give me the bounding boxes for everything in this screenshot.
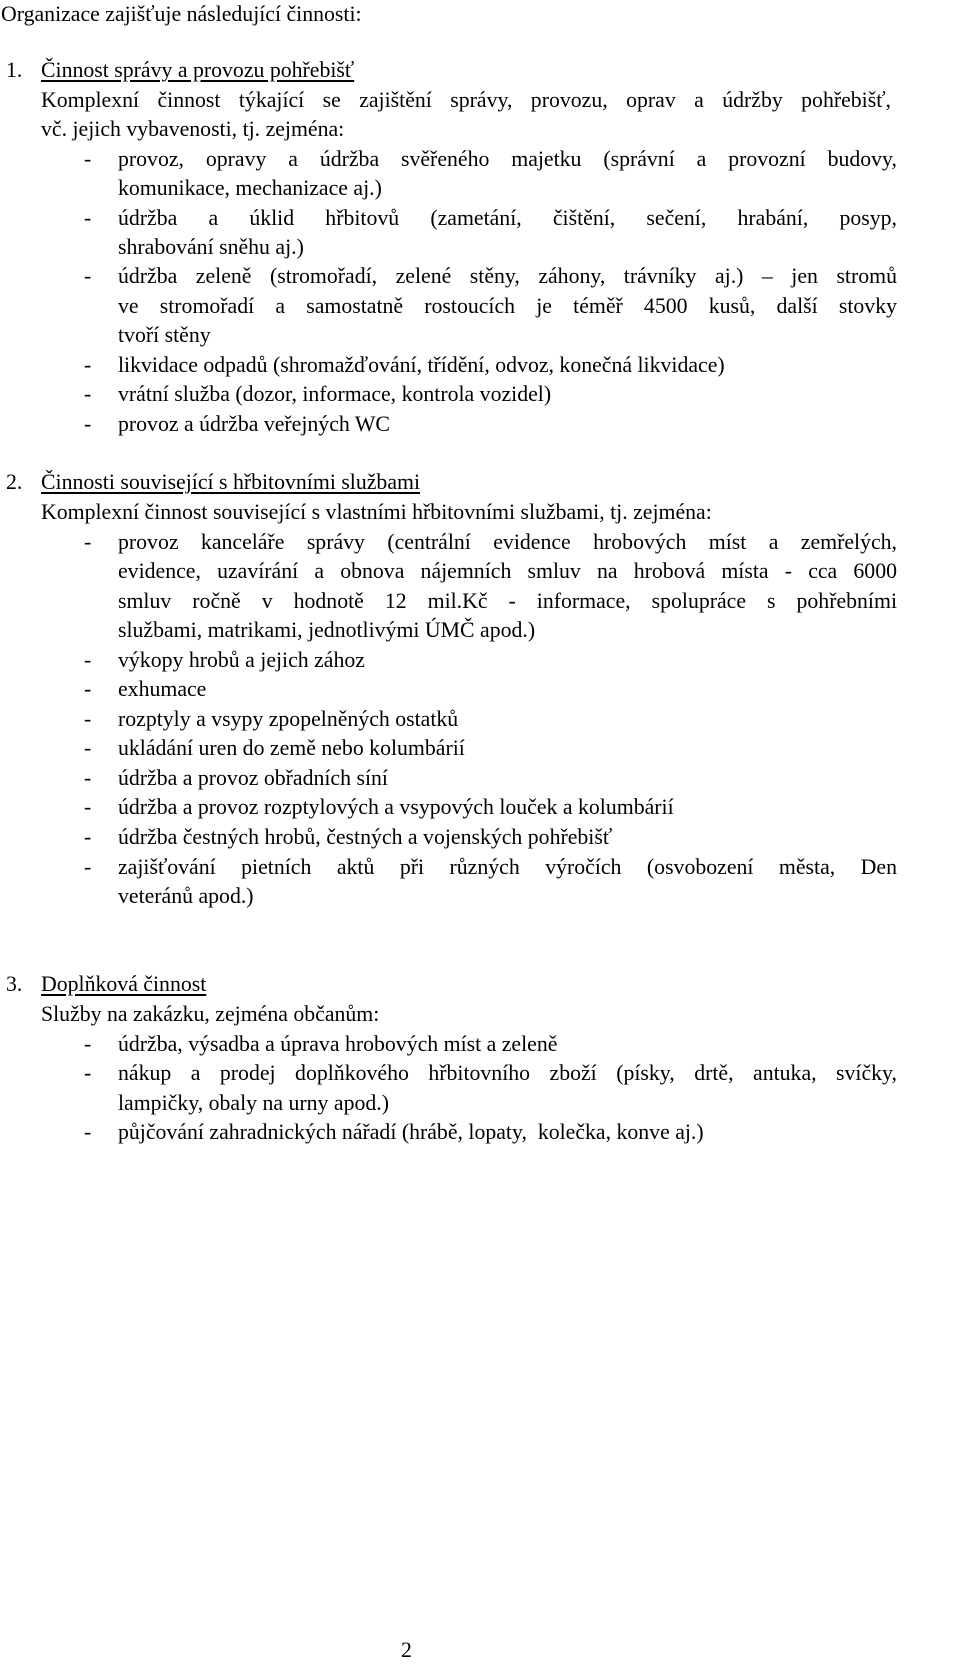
list-item: provoz, opravy a údržba svěřeného majetku (správní a provozní budovy, — [118, 147, 897, 171]
section-3-description: Služby na zakázku, zejména občanům: — [41, 1002, 380, 1026]
list-item: provoz a údržba veřejných WC — [118, 412, 390, 436]
list-item: nákup a prodej doplňkového hřbitovního zboží (písky, drtě, antuka, svíčky, — [118, 1061, 897, 1085]
list-item: ve stromořadí a samostatně rostoucích je téměř 4500 kusů, další stovky — [118, 294, 897, 318]
intro-text: Organizace zajišťuje následující činnosti: — [1, 2, 362, 26]
list-bullet: - — [84, 677, 92, 701]
list-item: shrabování sněhu aj.) — [118, 235, 304, 259]
list-item: provoz kanceláře správy (centrální evidence hrobových míst a zemřelých, — [118, 530, 897, 554]
section-1-number: 1. — [6, 58, 23, 82]
list-item: zajišťování pietních aktů při různých výročích (osvobození města, Den — [118, 855, 897, 879]
list-item: exhumace — [118, 677, 207, 701]
list-item: údržba a úklid hřbitovů (zametání, čištění, sečení, hrabání, posyp, — [118, 206, 897, 230]
page-number: 2 — [401, 1638, 412, 1662]
section-3-heading: Doplňková činnost — [41, 972, 207, 996]
list-item: rozptyly a vsypy zpopelněných ostatků — [118, 707, 459, 731]
section-1-description: Komplexní činnost týkající se zajištění správy, provozu, oprav a údržby pohřebišť, — [41, 88, 891, 112]
list-item: údržba a provoz obřadních síní — [118, 766, 388, 790]
list-item: vrátní služba (dozor, informace, kontrola vozidel) — [118, 382, 552, 406]
list-item: tvoří stěny — [118, 323, 211, 347]
section-2-number: 2. — [6, 470, 23, 494]
list-bullet: - — [84, 1061, 92, 1085]
list-bullet: - — [84, 264, 92, 288]
list-item: lampičky, obaly na urny apod.) — [118, 1091, 389, 1115]
list-bullet: - — [84, 530, 92, 554]
list-bullet: - — [84, 1032, 92, 1056]
list-bullet: - — [84, 648, 92, 672]
section-3-number: 3. — [6, 972, 23, 996]
section-2-description: Komplexní činnost související s vlastními hřbitovními službami, tj. zejména: — [41, 500, 712, 524]
list-bullet: - — [84, 147, 92, 171]
list-bullet: - — [84, 206, 92, 230]
list-bullet: - — [84, 766, 92, 790]
list-item: službami, matrikami, jednotlivými ÚMČ apod.) — [118, 618, 536, 642]
list-item: evidence, uzavírání a obnova nájemních smluv na hrobová místa - cca 6000 — [118, 559, 897, 583]
list-bullet: - — [84, 707, 92, 731]
list-bullet: - — [84, 736, 92, 760]
list-item: údržba, výsadba a úprava hrobových míst a zeleně — [118, 1032, 558, 1056]
list-item: likvidace odpadů (shromažďování, třídění, odvoz, konečná likvidace) — [118, 353, 725, 377]
section-1-description: vč. jejich vybavenosti, tj. zejména: — [41, 117, 345, 141]
list-bullet: - — [84, 412, 92, 436]
list-item: půjčování zahradnických nářadí (hrábě, lopaty, kolečka, konve aj.) — [118, 1120, 704, 1144]
list-bullet: - — [84, 825, 92, 849]
list-bullet: - — [84, 1120, 92, 1144]
list-item: ukládání uren do země nebo kolumbárií — [118, 736, 465, 760]
list-item: veteránů apod.) — [118, 884, 254, 908]
section-2-heading: Činnosti související s hřbitovními službami — [41, 470, 421, 494]
list-item: komunikace, mechanizace aj.) — [118, 176, 382, 200]
section-1-heading: Činnost správy a provozu pohřebišť — [41, 58, 355, 82]
list-bullet: - — [84, 795, 92, 819]
list-bullet: - — [84, 855, 92, 879]
list-bullet: - — [84, 353, 92, 377]
list-item: výkopy hrobů a jejich zához — [118, 648, 365, 672]
list-item: údržba a provoz rozptylových a vsypových louček a kolumbárií — [118, 795, 674, 819]
list-item: údržba zeleně (stromořadí, zelené stěny, záhony, trávníky aj.) – jen stromů — [118, 264, 897, 288]
list-item: údržba čestných hrobů, čestných a vojenských pohřebišť — [118, 825, 613, 849]
list-bullet: - — [84, 382, 92, 406]
list-item: smluv ročně v hodnotě 12 mil.Kč - informace, spolupráce s pohřebními — [118, 589, 897, 613]
